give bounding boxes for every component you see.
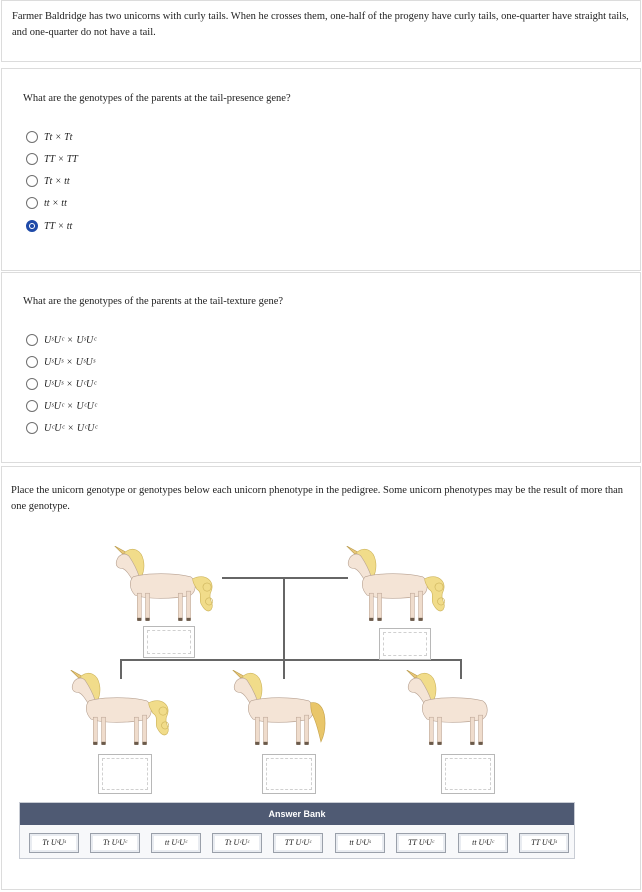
- parent-2-drop-target[interactable]: [379, 628, 431, 660]
- radio-button[interactable]: [26, 422, 38, 434]
- intro-text: Farmer Baldridge has two unicorns with curly tails. When he crosses them, one-half of the progeny have curly tails, one-quarter have straight tails, and one-quarter do not have a tail.: [12, 11, 629, 38]
- radio-button[interactable]: [26, 197, 38, 209]
- radio-button[interactable]: [26, 378, 38, 390]
- q1-option-label: TT × tt: [44, 220, 73, 232]
- q2-option-label: UˢUˢ × UˢUˢ: [44, 356, 96, 368]
- parent-1-unicorn-curly-tail-image: [110, 546, 222, 624]
- answer-chip[interactable]: tt UˢUᶜ: [458, 833, 508, 853]
- question-1-card: [1, 68, 641, 271]
- q1-option-4[interactable]: [26, 194, 67, 212]
- q1-option-5[interactable]: [26, 217, 72, 235]
- answer-chip[interactable]: TT UˢUˢ: [519, 833, 569, 853]
- radio-button[interactable]: [26, 153, 38, 165]
- child-2-drop-target[interactable]: [262, 754, 316, 794]
- q2-option-2[interactable]: [26, 353, 95, 371]
- answer-chip[interactable]: TT UˢUᶜ: [396, 833, 446, 853]
- answer-chip[interactable]: tt UᶜUᶜ: [151, 833, 201, 853]
- answer-chip[interactable]: Tt UˢUˢ: [29, 833, 79, 853]
- child-3-unicorn-no-tail-image: [402, 670, 514, 748]
- parent-1-drop-target[interactable]: [143, 626, 195, 658]
- q1-option-label: Tt × Tt: [44, 131, 73, 143]
- radio-button[interactable]: [26, 175, 38, 187]
- answer-bank: [19, 802, 575, 859]
- q2-option-5[interactable]: [26, 419, 97, 437]
- q2-option-label: UˢUᶜ × UˢUᶜ: [44, 334, 97, 346]
- answer-bank-title: Answer Bank: [20, 803, 574, 825]
- q2-option-4[interactable]: [26, 397, 97, 415]
- question-2-card: [1, 272, 641, 463]
- q1-option-label: Tt × tt: [44, 175, 70, 187]
- question-1-prompt: What are the genotypes of the parents at the tail-presence gene?: [23, 93, 291, 104]
- radio-button[interactable]: [26, 131, 38, 143]
- intro-card: [1, 0, 641, 62]
- q2-option-3[interactable]: [26, 375, 96, 393]
- q1-option-2[interactable]: [26, 150, 78, 168]
- child-3-drop-target[interactable]: [441, 754, 495, 794]
- question-2-prompt: What are the genotypes of the parents at the tail-texture gene?: [23, 296, 284, 307]
- q2-option-1[interactable]: [26, 331, 96, 349]
- q1-option-3[interactable]: [26, 172, 70, 190]
- radio-button[interactable]: [26, 334, 38, 346]
- answer-chip[interactable]: Tt UˢUᶜ: [90, 833, 140, 853]
- pedigree-mating-line: [222, 577, 348, 579]
- q1-option-1[interactable]: [26, 128, 72, 146]
- question-3-prompt: Place the unicorn genotype or genotypes below each unicorn phenotype in the pedigree. Some unicorn phenotypes may be the result of more than one genotype.: [11, 485, 624, 512]
- answer-chip[interactable]: TT UᶜUᶜ: [273, 833, 323, 853]
- q2-option-label: UˢUˢ × UᶜUᶜ: [44, 378, 97, 390]
- q1-option-label: TT × TT: [44, 153, 78, 165]
- q1-option-label: tt × tt: [44, 197, 67, 209]
- answer-chip[interactable]: Tt UᶜUᶜ: [212, 833, 262, 853]
- pedigree-descent-line: [283, 577, 285, 660]
- child-1-unicorn-curly-tail-image: [66, 670, 178, 748]
- radio-button[interactable]: [26, 356, 38, 368]
- answer-chip[interactable]: tt UˢUˢ: [335, 833, 385, 853]
- parent-2-unicorn-curly-tail-image: [342, 546, 454, 624]
- child-2-unicorn-straight-tail-image: [228, 670, 340, 748]
- q2-option-label: UᶜUᶜ × UᶜUᶜ: [44, 422, 98, 434]
- child-1-drop-target[interactable]: [98, 754, 152, 794]
- q2-option-label: UˢUᶜ × UᶜUᶜ: [44, 400, 97, 412]
- radio-button-selected[interactable]: [26, 220, 38, 232]
- radio-button[interactable]: [26, 400, 38, 412]
